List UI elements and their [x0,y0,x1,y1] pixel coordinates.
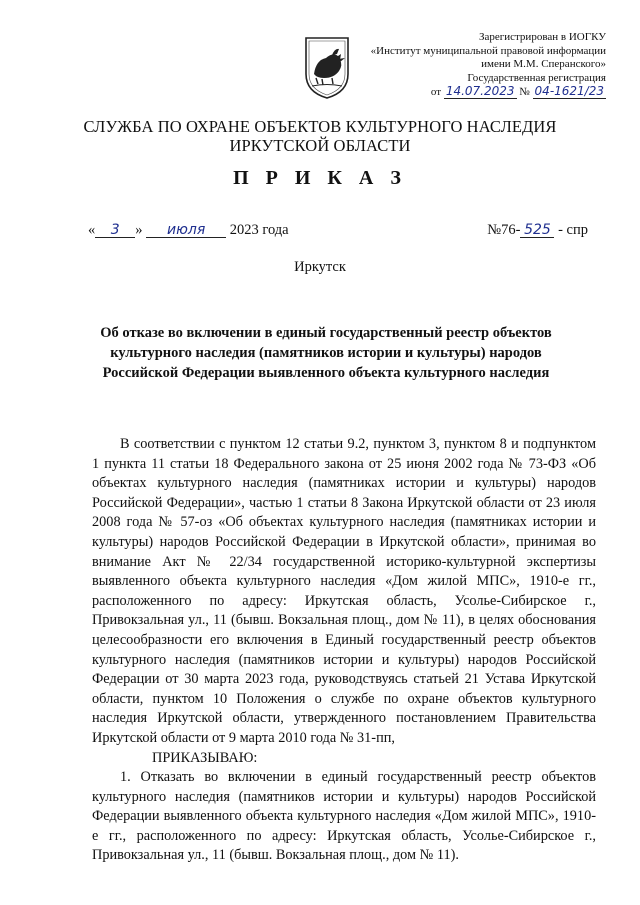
registration-number: 04-1621/23 [534,84,604,98]
order-day: 3 [95,223,135,238]
registration-date: 14.07.2023 [445,84,515,98]
preamble-paragraph: В соответствии с пунктом 12 статьи 9.2, пунктом 3, пунктом 8 и подпунктом 1 пункта 11 статьи 18 Федерального закона от 25 июня 2002 года № 73-ФЗ «Об объектах культурного наследия (памятниках истории и культуры) народов Российской Федерации», частью 1 статьи 8 Закона Иркутской области от 23 июля 2008 года № 57-оз «Об объектах культурного наследия (памятниках истории и культуры) народов Российской Федерации в Иркутской области», принимая во внимание Акт № 22/34 государственной историко-культурной экспертизы выявленного объекта культурного наследия «Дом жилой МПС», 1910-е гг., расположенного по адресу: Иркутская область, Усолье-Сибирское г., Привокзальная ул., 11 (бывш. Вокзальная площ., дом № 11), в целях обоснования целесообразности его включения в Единый государственный реестр объектов культурного наследия (памятников истории и культуры) народов Российской Федерации от 30 марта 2023 года, руководствуясь статьей 21 Устава Иркутской области, пунктом 10 Положения о службе по охране объектов культурного наследия Иркутской области, утвержденного постановлением Правительства Иркутской области от 9 марта 2010 года № 31-пп, [92,436,596,746]
organization-name [0,117,640,155]
order-number-value: 525 [520,223,554,238]
order-word: ПРИКАЗЫВАЮ: [152,749,258,766]
registration-date-prefix: от [430,86,442,98]
city-name: Иркутск [294,259,346,275]
registration-stamp [356,31,606,100]
registration-line: Зарегистрирован в ИОГКУ [478,31,606,43]
document-body [92,435,596,866]
order-month: июля [146,223,226,238]
order-number-prefix: №76- [487,222,521,238]
order-date [88,222,289,239]
registration-line: Государственная регистрация [467,71,606,84]
close-quote: » [135,222,143,238]
order-subject: Об отказе во включении в единый государственный реестр объектов культурного наследия (памятников истории и культуры) народов Российской Федерации выявленного объекта культурного наследия [100,325,552,381]
registration-line: «Институт муниципальной правовой информации [370,44,606,57]
registration-line: имени М.М. Сперанского» [481,58,606,70]
order-date-number-row [88,222,588,242]
registration-number-prefix: № [519,86,530,98]
organization-name-line: СЛУЖБА ПО ОХРАНЕ ОБЪЕКТОВ КУЛЬТУРНОГО НАСЛЕДИЯ [83,117,557,136]
document-title: П Р И К А З [233,167,407,189]
order-year: 2023 года [229,222,289,238]
order-number-suffix: - спр [558,222,588,238]
organization-name-line: ИРКУТСКОЙ ОБЛАСТИ [229,136,411,155]
coat-of-arms-icon [302,34,352,100]
registration-date-row [356,85,606,100]
open-quote: « [88,222,96,238]
order-number [487,222,588,239]
order-point-1: 1. Отказать во включении в единый государственный реестр объектов культурного наследия (памятников истории и культуры) народов Российской Федерации выявленного объекта культурного наследия «Дом жилой МПС», 1910-е гг., расположенного по адресу: Иркутская область, Усолье-Сибирское г., Привокзальная ул., 11 (бывш. Вокзальная площ., дом № 11). [92,769,596,864]
